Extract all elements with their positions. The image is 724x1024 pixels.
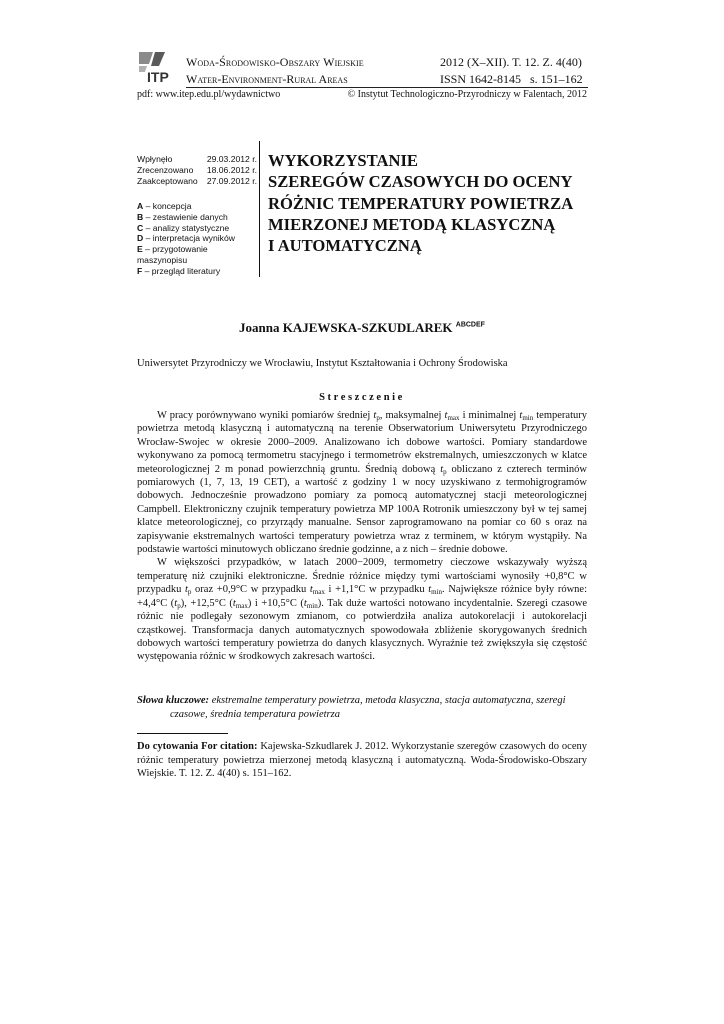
review-dates (137, 154, 257, 186)
date-row-received: Wpłynęło 29.03.2012 r. (137, 154, 257, 164)
math-symbol: t (232, 597, 236, 609)
date-row-reviewed: Zrecenzowano 18.06.2012 r. (137, 164, 257, 175)
abstract-paragraph: W większości przypadków, w latach 2000−2009, termometry cieczowe wskazywały wyższą temperaturę niż czujniki elektroniczne. Średnie różnice między tymi wartościami wynosiły +0,8°C w przypadku $t_p$ oraz +0,9°C w przypadku $t_{max}$ i +1,1°C w przypadku $t_{min}$. Największe różnice były równe: +4,4°C $(t_p)$, +12,5°C $(t_{max})$ i +10,5°C $(t_{min})$. Tak duże wartości notowano incydentalnie. Szeregi czasowe różnic nie podlegały sezonowym zmianom, co potwierdziła analiza autokorelacji i autokorelacji cząstkowej. Transformacja danych automatycznych spowodowała zbliżenie skorygowanych średnich dobowych wartości temperatury powietrza do danych klasycznych. Wyraźnie też zwiększyła się częstość występowania różnic w środkowych zakresach wartości. (137, 557, 587, 663)
journal-title-pl: Woda-Środowisko-Obszary Wiejskie (186, 55, 364, 69)
math-symbol: t (428, 584, 432, 596)
contribution-item: D – interpretacja wyników (137, 233, 235, 244)
journal-issue: 2012 (X–XII). T. 12. Z. 4(40) (440, 55, 582, 69)
contribution-item: C – analizy statystyczne (137, 222, 230, 233)
math-symbol: t (303, 597, 307, 609)
issn: ISSN 1642-8145 (440, 72, 522, 86)
pdf-link[interactable]: pdf: www.itep.edu.pl/wydawnictwo (137, 89, 281, 100)
contribution-item: E – przygotowanie maszynopisu (137, 244, 208, 265)
math-subscript: p (177, 601, 181, 610)
math-symbol: t (440, 463, 444, 475)
math-symbol: t (444, 410, 448, 421)
citation-text: Kajewska-Szkudlarek J. 2012. Wykorzystanie szeregów czasowych do oceny różnic temperatury powietrza mierzonej metodą klasyczną i automatyczną. Woda-Środowisko-Obszary Wiejskie. T. 12. Z. 4(40) s. 151–162. (137, 741, 588, 779)
math-symbol: t (519, 410, 523, 421)
copyright: © Instytut Technologiczno-Przyrodniczy w Falentach, 2012 (347, 89, 587, 100)
contribution-item: B – zestawienie danych (137, 211, 228, 222)
math-subscript: max (312, 588, 325, 597)
title-line: WYKORZYSTANIE (268, 151, 418, 170)
title-line: MIERZONEJ METODĄ KLASYCZNĄ (268, 214, 556, 234)
journal-title-en: Water-Environment-Rural Areas (186, 72, 348, 86)
author (0, 320, 724, 336)
abstract (137, 409, 587, 664)
journal-issn-pages (440, 72, 583, 87)
keywords (137, 694, 587, 721)
author-name: Joanna KAJEWSKA-SZKUDLAREK (239, 320, 453, 335)
math-subscript: p (443, 467, 447, 476)
header-rule (186, 87, 588, 88)
abstract-heading: Streszczenie (319, 392, 405, 403)
affiliation: Uniwersytet Przyrodniczy we Wrocławiu, Instytut Kształtowania i Ochrony Środowiska (137, 358, 508, 369)
pages: s. 151–162 (530, 72, 583, 86)
itp-logo (137, 50, 181, 84)
keywords-rest: czasowe, średnia temperatura powietrza (170, 708, 340, 720)
math-subscript: max (447, 414, 460, 422)
math-subscript: min (431, 588, 443, 597)
date-row-accepted: Zaakceptowano 27.09.2012 r. (137, 175, 257, 186)
contribution-item: A – koncepcja (137, 201, 192, 211)
citation-rule (137, 733, 228, 734)
author-roles: ABCDEF (455, 321, 485, 329)
math-symbol: t (184, 584, 188, 596)
keywords-first-line: ekstremalne temperatury powietrza, metoda klasyczna, stacja automatyczna, szeregi (209, 695, 566, 706)
abstract-paragraph: W pracy porównywano wyniki pomiarów średniej $t_p$, maksymalnej $t_{max}$ i minimalnej $t_{min}$ temperatury powietrza metodą klasyczną i automatyczną na terenie Obserwatorium Uniwersytetu Przyrodniczego Wrocław-Swojec w okresie 2000–2009. Analizowano ich dobowe wartości. Pomiary standardowe wykonywano za pomocą termometru stacyjnego i termometrów ekstremalnych, umieszczonych w klatce meteorologicznej 2 m ponad powierzchnią gruntu. Średnią dobową $t_p$ obliczano z czterech terminów pomiarowych (1, 7, 13, 19 CET), a wartość z godziny 1 w nocy uzyskiwano z termohigrogramów dobowych. Jednocześnie prowadzono pomiary za pomocą automatycznej stacji meteorologicznej Campbell. Elektroniczny czujnik temperatury powietrza MP 100A Rotronik umieszczony był w tej samej klatce meteorologicznej, co przyrządy manualne. Sensor zaprogramowano na pomiar co 60 s oraz na zapisywanie ekstremalnych wartości temperatury powietrza wraz z terminem, w którym wystąpiły. Na podstawie wartości minutowych obliczano średnie godzinne, a z nich – średnie dobowe. (137, 410, 587, 556)
title-line: SZEREGÓW CZASOWYCH DO OCENY (268, 172, 573, 192)
math-subscript: max (235, 601, 248, 610)
math-symbol: t (309, 584, 313, 596)
paper-title (268, 150, 598, 256)
math-subscript: p (187, 588, 192, 597)
keywords-label: Słowa kluczowe: (137, 695, 210, 706)
math-subscript: min (522, 414, 534, 422)
title-line: I AUTOMATYCZNĄ (268, 236, 422, 256)
citation (137, 740, 587, 781)
math-symbol: t (174, 597, 178, 609)
math-subscript: p (376, 414, 380, 422)
citation-label: Do cytowania For citation: (137, 741, 258, 752)
math-symbol: t (373, 410, 377, 421)
author-contributions (137, 201, 259, 277)
sidebar-divider (259, 141, 260, 277)
math-subscript: min (306, 601, 318, 610)
title-line: RÓŻNIC TEMPERATURY POWIETRZA (268, 193, 574, 213)
contribution-item: F – przegląd literatury (137, 265, 221, 276)
logo-text: ITP (147, 69, 169, 84)
